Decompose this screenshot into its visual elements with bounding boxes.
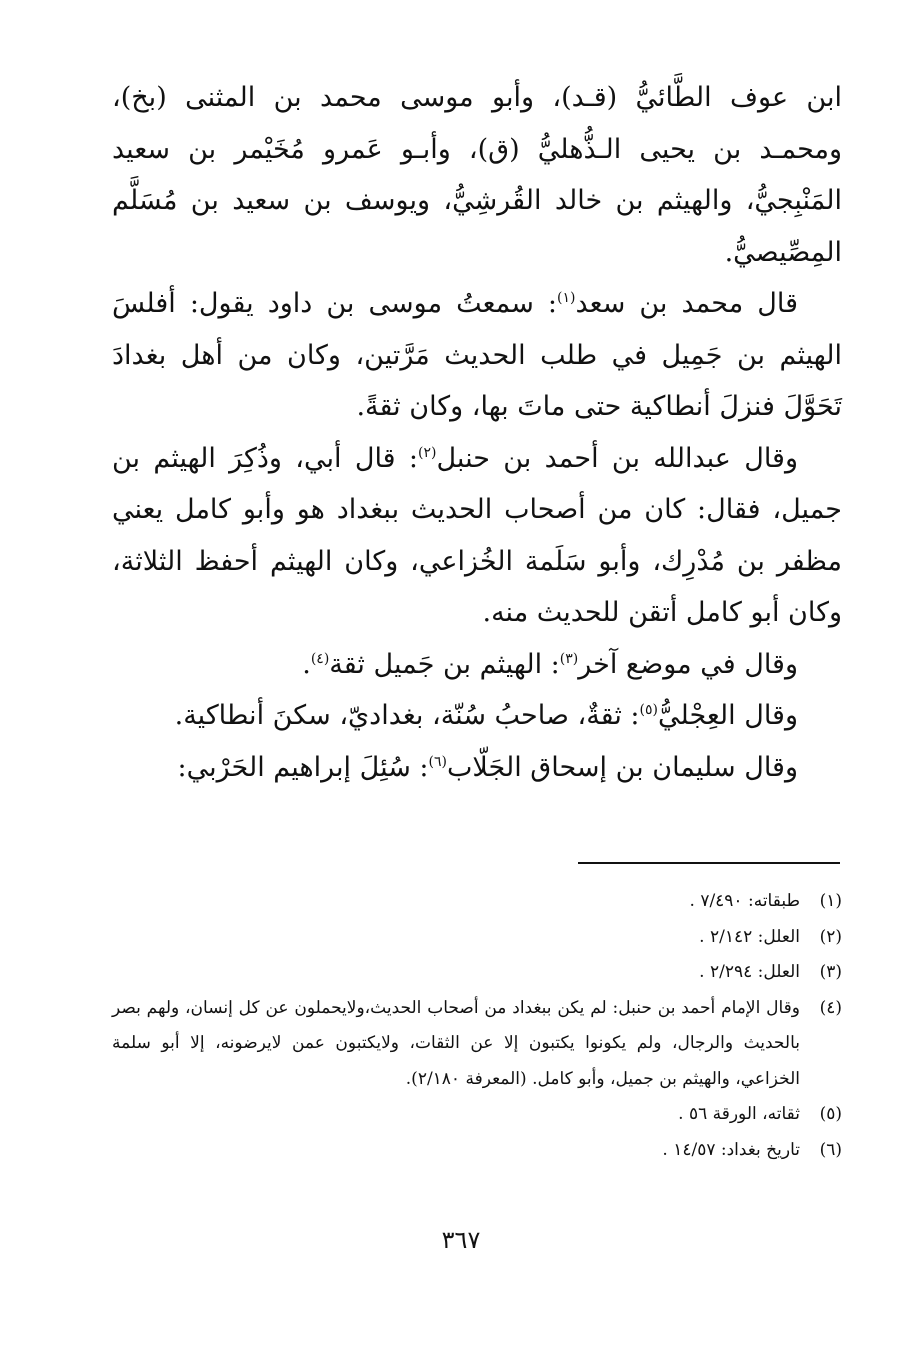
footnote-text: ثقاته، الورقة ٥٦ .: [678, 1104, 800, 1124]
footnote-ref-3[interactable]: (٣): [559, 650, 579, 667]
footnote-item: [112, 955, 842, 991]
footnote-text: العلل: ٢/٢٩٤ .: [699, 962, 800, 982]
footnote-ref-5[interactable]: (٥): [639, 702, 658, 718]
footnote-ref-1[interactable]: (١): [557, 290, 576, 306]
footnote-number: (٥): [819, 1104, 842, 1124]
footnote-text: العلل: ٢/١٤٢ .: [699, 926, 800, 947]
footnotes: [112, 884, 842, 1168]
footnote-ref-4[interactable]: (٤): [310, 650, 330, 667]
footnote-number: (٦): [819, 1139, 842, 1160]
paragraph-jallab: وقال سليمان بن إسحاق الجَلّاب$^{(٦)}$: سُئِلَ إبراهيم الحَرْبي:: [177, 751, 798, 783]
paragraph-ijli: وقال العِجْليُّ$^{(٥)}$: ثقةٌ، صاحبُ سُنّة، بغداديّ، سكنَ أنطاكية.: [174, 700, 798, 731]
footnote-ref-2[interactable]: (٢): [418, 444, 437, 461]
footnote-number: (٢): [819, 926, 842, 947]
footnote-number: (٣): [819, 962, 842, 982]
footnote-item: [112, 1133, 842, 1169]
footnote-text: طبقاته: ٧/٤٩٠ .: [689, 891, 800, 911]
footnote-number: (٤): [819, 997, 842, 1018]
main-text: [112, 72, 842, 793]
footnote-item: [112, 991, 842, 1098]
page-number: ٣٦٧: [441, 1226, 481, 1254]
footnote-item: [112, 884, 842, 920]
footnote-text: وقال الإمام أحمد بن حنبل: لم يكن ببغداد من أصحاب الحديث،ولايحملون عن كل إنسان، ولهم بصر بالحديث والرجال، ولم يكونوا يكتبون إلا عن الثقات، ولايكتبون عمن لايرضونه، إلا أبو سلمة الخزاعي، والهيثم بن جميل، وأبو كامل. (المعرفة ٢/١٨٠).: [112, 997, 800, 1089]
footnote-ref-6[interactable]: (٦): [428, 753, 448, 770]
paragraph-narrators: ابن عوف الطَّائيُّ (قـد)، وأبو موسى محمد بن المثنى (بخ)، ومحمـد بن يحيى الـذُّهليُّ (ق)، وأبـو عَمرو مُخَيْمر بن سعيد المَنْبِجيُّ، والهيثم بن خالد القُرشِيُّ، ويوسف بن سعيد بن مُسَلَّم المِصِّيصيُّ.: [112, 82, 842, 268]
footnote-item: [112, 920, 842, 956]
paragraph-another-place: وقال في موضع آخر$^{(٣)}$: الهيثم بن جَميل ثقة$^{(٤)}$.: [302, 648, 798, 680]
footnote-item: [112, 1097, 842, 1133]
paragraph-abdullah-ibn-ahmad: وقال عبدالله بن أحمد بن حنبل$^{(٢)}$: قال أبي، وذُكِرَ الهيثم بن جميل، فقال: كان من أصحاب الحديث ببغداد هو وأبو كامل يعني مظفر بن مُدْرِك، وأبو سَلَمة الخُزاعي، وكان الهيثم أحفظ الثلاثة، وكان أبو كامل أتقن للحديث منه.: [112, 442, 842, 628]
footnote-divider: [578, 862, 840, 864]
footnote-text: تاريخ بغداد: ١٤/٥٧ .: [662, 1139, 800, 1160]
footnote-number: (١): [819, 891, 842, 911]
paragraph-ibn-sad: قال محمد بن سعد$^{(١)}$: سمعتُ موسى بن داود يقول: أفلسَ الهيثم بن جَمِيل في طلب الحديث مَرَّتين، وكان من أهل بغدادَ تَحَوَّلَ فنزلَ أنطاكية حتى ماتَ بها، وكان ثقةً.: [112, 288, 842, 422]
